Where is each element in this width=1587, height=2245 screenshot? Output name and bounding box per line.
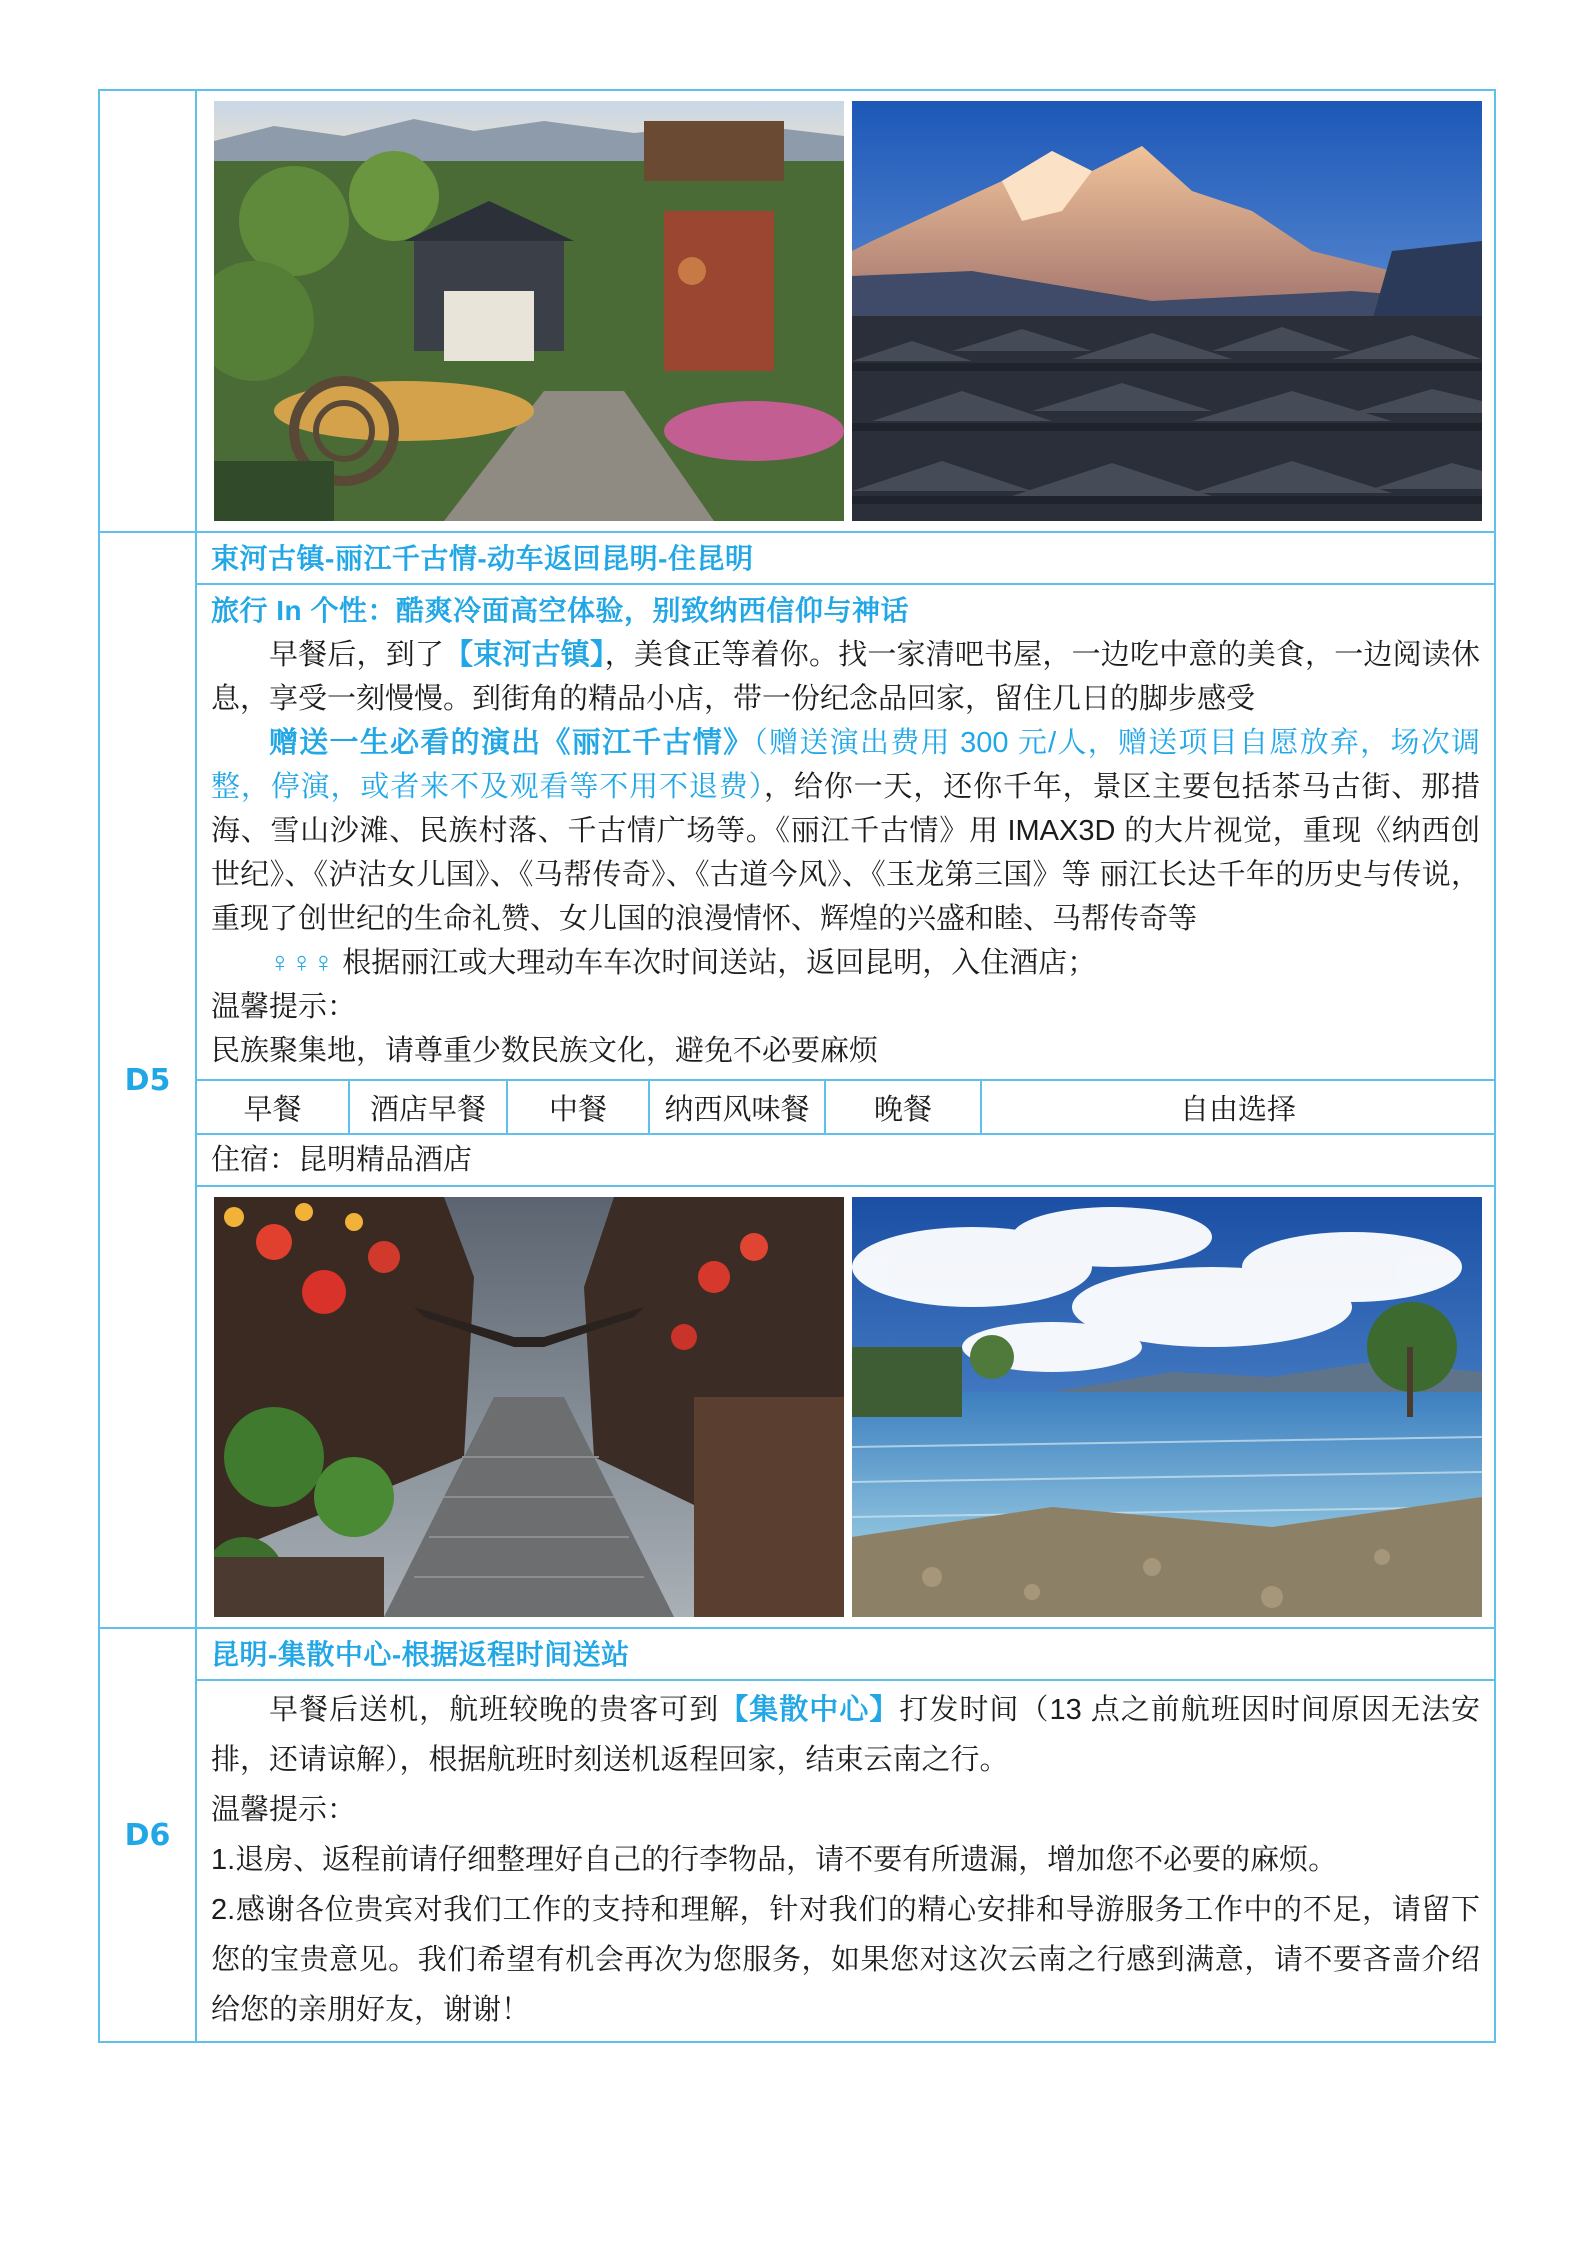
tip-text: 民族聚集地，请尊重少数民族文化，避免不必要麻烦 [211,1035,879,1067]
text: ，给你一天，还你千年，景区主要包括茶马古街、那措海、雪山沙滩、民族村落、千古情广场等。《丽江千古情》用 IMAX3D 的大片视觉，重现《纳西创世纪》、《泸沽女儿国》、《马帮传奇》、《古道今风》、《玉龙第三国》等 丽江长达千年的历史与传说，重现了创世纪的生命礼赞、女儿国的浪漫情怀、辉煌的兴盛和睦、马帮传奇等 [211,771,1480,935]
day-cell-d6 [99,1628,196,2042]
tip-item: 2.感谢各位贵宾对我们工作的支持和理解，针对我们的精心安排和导游服务工作中的不足，请留下您的宝贵意见。我们希望有机会再次为您服务，如果您对这次云南之行感到满意，请不要吝啬介绍给您的亲朋好友，谢谢！ [211,1894,1480,2026]
photo-lashi-lake [852,1197,1482,1617]
day-label: D5 [124,1062,171,1098]
route-title: 束河古镇-丽江千古情-动车返回昆明-住昆明 [211,543,754,574]
show-name: 赠送一生必看的演出《丽江千古情》 [269,727,754,759]
meal-table [197,1081,1494,1133]
text: ，美食正等着你。找一家清吧书屋，一边吃中意的美食，一边阅读休息，享受一刻慢慢。到街角的精品小店，带一份纪念品回家，留住几日的脚步感受 [211,639,1480,715]
paragraph [211,941,1480,985]
tip-title: 温馨提示： [211,1794,357,1826]
itinerary-table [98,89,1496,2043]
place-name: 【束河古镇】 [444,639,605,671]
photo-shuhe-old-street [214,1197,844,1617]
text: 打发时间（13 点之前航班因时间原因无法安排，还请谅解），根据航班时刻送机返程回家，结束云南之行。 [211,1694,1480,1776]
breakfast-value: 酒店早餐 [349,1081,507,1133]
photo-row-top [197,91,1494,531]
day-cell-d5 [99,532,196,1628]
day-cell-empty [99,90,196,532]
show-note: （赠送演出费用 300 元/人，赠送项目自愿放弃，场次调整，停演，或者来不及观看等不用不退费） [211,727,1480,803]
d5-description [197,629,1494,1079]
day-label: D6 [124,1817,171,1853]
text: 早餐后，到了 [269,639,445,671]
lunch-label: 中餐 [507,1081,649,1133]
paragraph [211,1685,1480,1785]
text: 早餐后送机，航班较晚的贵客可到 [269,1694,720,1726]
d6-description [197,1681,1494,2041]
tip-title: 温馨提示： [211,991,357,1023]
paragraph [211,721,1480,941]
photo-lijiang-old-town-aerial [214,101,844,521]
route-title: 昆明-集散中心-根据返程时间送站 [211,1639,630,1670]
dinner-label: 晚餐 [825,1081,981,1133]
accommodation: 住宿：昆明精品酒店 [211,1144,473,1176]
tip-item: 1.退房、返程前请仔细整理好自己的行李物品，请不要有所遗漏，增加您不必要的麻烦。 [211,1844,1338,1876]
dinner-value: 自由选择 [981,1081,1494,1133]
breakfast-label: 早餐 [197,1081,349,1133]
symbol-icons: ♀♀♀ [269,947,335,979]
photo-row-d5 [197,1187,1494,1627]
place-name: 【集散中心】 [719,1694,900,1726]
highlight-title: 旅行 In 个性：酷爽冷面高空体验，别致纳西信仰与神话 [211,595,909,626]
lunch-value: 纳西风味餐 [649,1081,825,1133]
text: 根据丽江或大理动车车次时间送站，返回昆明，入住酒店； [334,947,1097,979]
paragraph [211,633,1480,721]
photo-jade-dragon-snow-mountain [852,101,1482,521]
